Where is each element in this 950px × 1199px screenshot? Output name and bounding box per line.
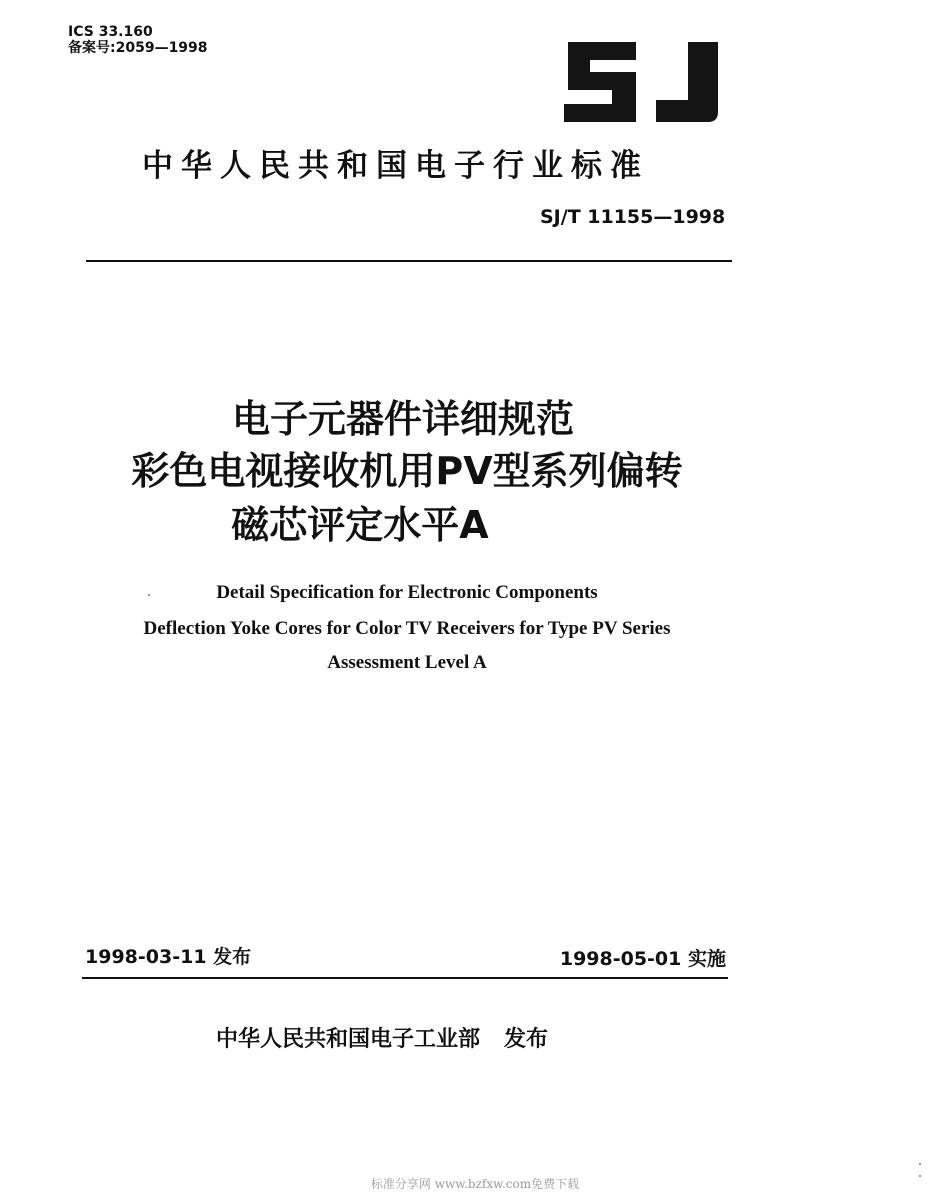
sj-logo xyxy=(560,42,722,122)
standard-category: 中华人民共和国电子行业标准 xyxy=(142,148,649,184)
scan-speck xyxy=(148,594,150,596)
chinese-title-line-3: 磁芯评定水平A xyxy=(231,503,489,547)
english-title-line-2: Deflection Yoke Cores for Color TV Receivers for Type PV Series xyxy=(143,618,671,639)
sj-logo-s-shape xyxy=(564,42,636,122)
english-title-line-1: Detail Specification for Electronic Components xyxy=(216,582,598,603)
bottom-divider xyxy=(82,977,728,979)
scan-speck xyxy=(919,1175,921,1177)
top-divider xyxy=(86,260,732,262)
sj-logo-j-shape xyxy=(656,42,718,122)
chinese-title-line-2: 彩色电视接收机用PV型系列偏转 xyxy=(131,449,683,493)
chinese-title-line-1: 电子元器件详细规范 xyxy=(231,397,574,441)
issuing-authority xyxy=(216,1022,548,1053)
issue-date: 1998-03-11 发布 xyxy=(85,946,252,968)
record-number: 备案号:2059—1998 xyxy=(68,40,208,56)
classification-block xyxy=(68,24,208,56)
ics-code: ICS 33.160 xyxy=(68,24,153,40)
english-title-line-3: Assessment Level A xyxy=(327,652,487,673)
effective-date: 1998-05-01 实施 xyxy=(559,948,726,970)
standard-code: SJ/T 11155—1998 xyxy=(540,206,726,228)
scan-speck xyxy=(919,1163,921,1165)
footer-watermark: 标准分享网 www.bzfxw.com免费下载 xyxy=(370,1177,580,1191)
issuer-name: 中华人民共和国电子工业部 xyxy=(216,1027,481,1052)
issuer-action: 发布 xyxy=(504,1027,549,1052)
